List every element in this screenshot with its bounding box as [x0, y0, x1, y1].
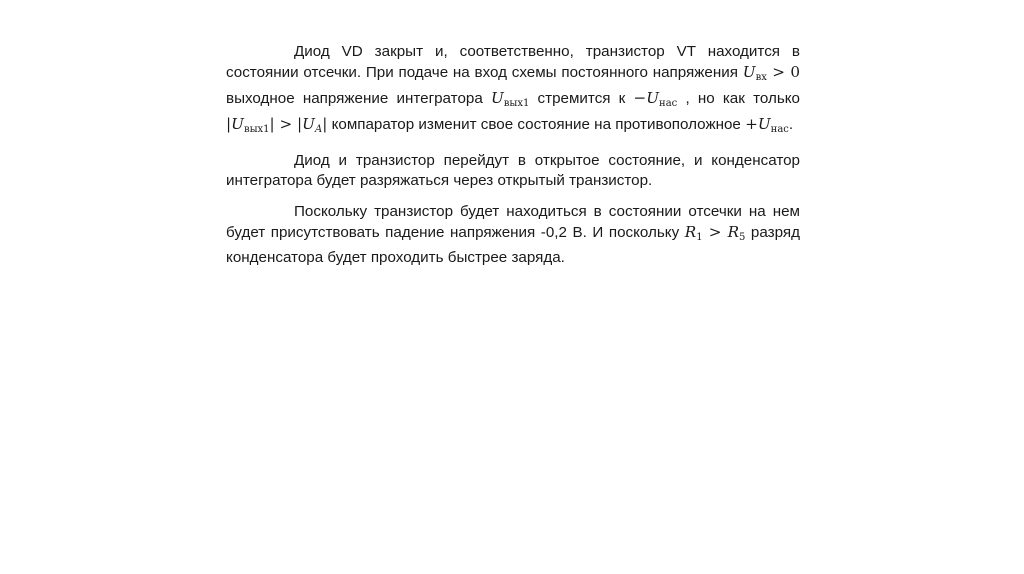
symbol-r: R: [684, 223, 697, 241]
formula-u-out1: [491, 89, 529, 107]
subscript-5: 5: [739, 232, 746, 243]
formula-u-sat: [646, 89, 677, 107]
text-block: [226, 42, 800, 279]
symbol-u: U: [490, 89, 504, 107]
abs-close-2: |: [322, 115, 328, 133]
abs-open-2: |: [297, 115, 303, 133]
abs-close-1: |: [269, 115, 275, 133]
formula-u-in: [743, 63, 767, 81]
subscript-nas: нас: [659, 98, 678, 109]
symbol-u: U: [742, 63, 756, 81]
symbol-u: U: [757, 115, 771, 133]
subscript-1: 1: [696, 232, 703, 243]
paragraph-1: [226, 42, 800, 140]
symbol-u: U: [646, 89, 660, 107]
para3-text-2: разряд конденсатора будет проходить быстрее заряда.: [226, 224, 800, 266]
greater-than-sign: >: [702, 223, 728, 241]
symbol-r: R: [727, 223, 740, 241]
formula-u-a: [302, 115, 322, 133]
para1-text-4: , но как только: [677, 90, 800, 107]
subscript-nas: нас: [770, 124, 789, 135]
greater-than-sign: >: [274, 115, 298, 133]
paragraph-2: Диод и транзистор перейдут в открытое состояние, и конденсатор интегратора будет разряжаться через открытый транзистор.: [226, 152, 800, 189]
para1-text-5: компаратор изменит свое состояние на противоположное: [327, 116, 746, 133]
abs-open-1: |: [226, 115, 232, 133]
formula-gt-zero: > 0: [766, 63, 800, 81]
subscript-vyh1: вых1: [243, 124, 270, 135]
minus-sign: −: [633, 89, 647, 107]
formula-u-sat-2: [758, 115, 789, 133]
symbol-u: U: [302, 115, 315, 133]
symbol-u: U: [231, 115, 244, 133]
formula-u-out1-abs: [231, 115, 269, 133]
para3-text-1: Поскольку транзистор будет находиться в состоянии отсечки на нем будет присутствовать падение напряжения -0,2 В. И поскольку: [226, 203, 800, 241]
subscript-vyh1: вых1: [503, 98, 530, 109]
paragraph-3: [226, 202, 800, 268]
para1-text-3: стремится к: [529, 90, 634, 107]
para1-text-2: выходное напряжение интегратора: [226, 90, 491, 107]
plus-sign: +: [745, 115, 758, 133]
formula-r5: [728, 223, 746, 241]
subscript-a: A: [314, 124, 323, 135]
subscript-vx: вх: [755, 72, 767, 83]
para1-text-6: .: [788, 116, 794, 133]
para1-text-1: Диод VD закрыт и, соответственно, транзистор VT находится в состоянии отсечки. При подаче на вход схемы постоянного напряжения: [226, 43, 800, 81]
formula-r1: [685, 223, 703, 241]
